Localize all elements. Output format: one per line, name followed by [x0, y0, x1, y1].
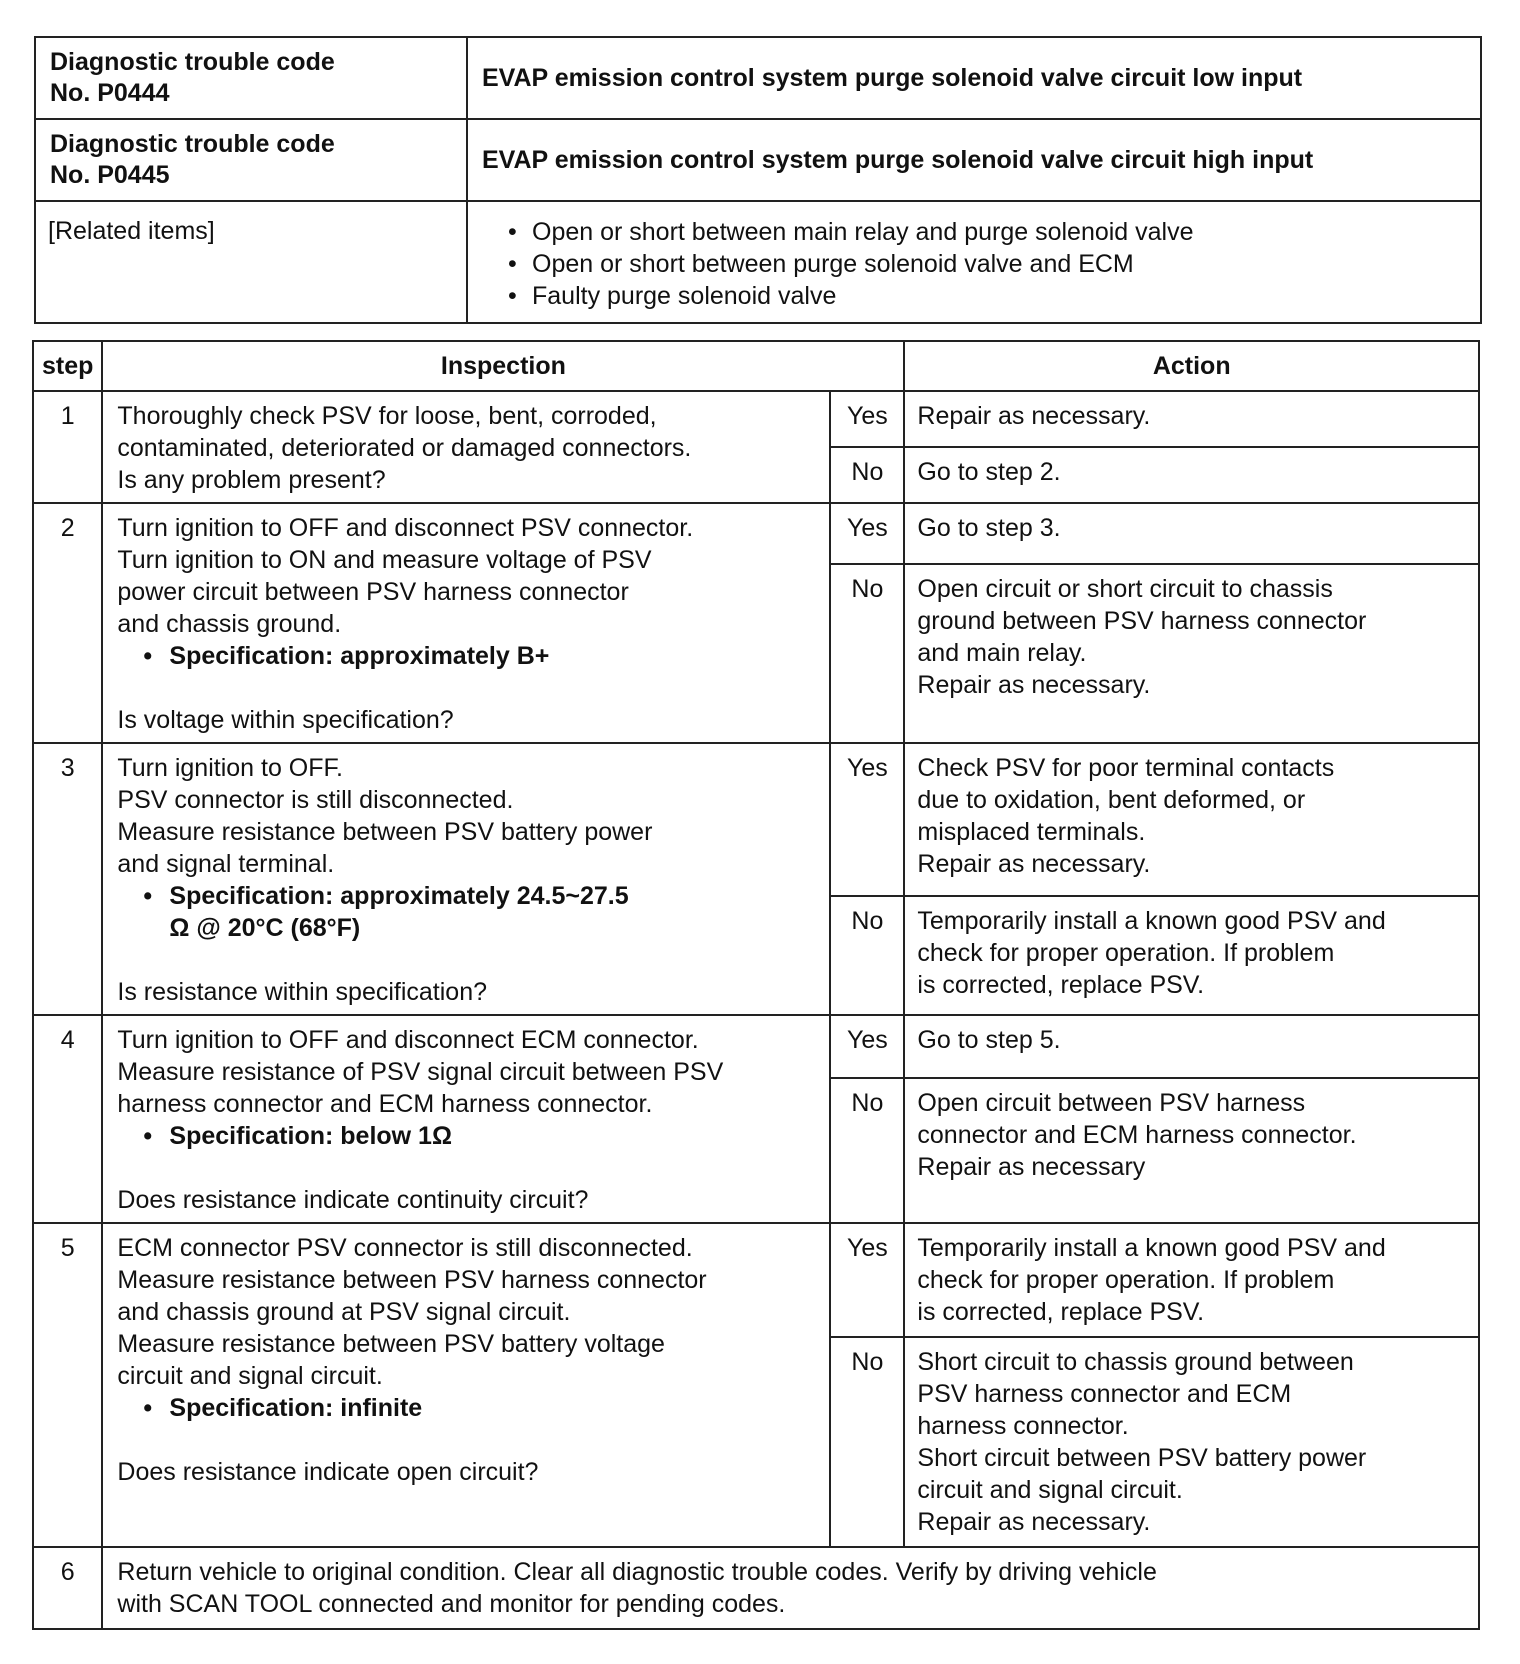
action-line: ground between PSV harness connector [917, 607, 1367, 636]
yes-label: Yes [830, 743, 904, 896]
inspection-line: and chassis ground. [117, 610, 342, 638]
inspection-line: Turn ignition to OFF. [117, 754, 343, 782]
step-row [33, 391, 1479, 447]
action-line: Go to step 3. [917, 514, 1061, 542]
specification [117, 1392, 817, 1424]
inspection-question: Does resistance indicate continuity circuit? [117, 1186, 589, 1214]
dtc-label [35, 37, 467, 119]
dtc-label-line: Diagnostic trouble code [50, 130, 335, 158]
dtc-info-table [34, 36, 1482, 324]
bullet-icon: • [143, 882, 153, 910]
action-line: Open circuit or short circuit to chassis [917, 575, 1333, 604]
related-item [508, 216, 1466, 248]
action-line: Repair as necessary. [917, 671, 1151, 700]
inspection-line: Measure resistance between PSV harness connector [117, 1266, 707, 1294]
step-number: 5 [33, 1223, 102, 1547]
dtc-label-line: Diagnostic trouble code [50, 48, 335, 76]
yes-label: Yes [830, 1223, 904, 1337]
action-line: harness connector. [917, 1412, 1129, 1440]
related-item [508, 280, 1466, 312]
step-header: step [33, 341, 102, 391]
specification [117, 640, 817, 672]
inspection-cell [102, 1223, 830, 1547]
inspection-header: Inspection [102, 341, 904, 391]
inspection-line: and chassis ground at PSV signal circuit. [117, 1298, 571, 1326]
bullet-icon: • [508, 282, 517, 310]
action-line: Temporarily install a known good PSV and [917, 1234, 1386, 1262]
no-action [904, 564, 1479, 743]
no-action [904, 1337, 1479, 1547]
action-line: due to oxidation, bent deformed, or [917, 786, 1306, 814]
procedure-table [32, 340, 1480, 1630]
specification-text: Specification: below 1Ω [169, 1122, 452, 1150]
no-label: No [830, 896, 904, 1015]
inspection-line: power circuit between PSV harness connector [117, 578, 629, 606]
step-row [33, 503, 1479, 564]
bullet-icon: • [508, 250, 517, 278]
related-items-list [467, 201, 1481, 323]
action-line: and main relay. [917, 639, 1087, 668]
action-line: circuit and signal circuit. [917, 1476, 1183, 1504]
yes-action [904, 503, 1479, 564]
step-number: 3 [33, 743, 102, 1015]
step-row [33, 1015, 1479, 1078]
dtc-code: No. P0445 [50, 161, 170, 189]
inspection-question: Is voltage within specification? [117, 706, 454, 734]
action-line: connector and ECM harness connector. [917, 1121, 1357, 1150]
inspection-cell [102, 1015, 830, 1223]
final-step-line: with SCAN TOOL connected and monitor for pending codes. [117, 1590, 786, 1618]
specification-text: Specification: approximately B+ [169, 642, 550, 670]
related-item [508, 248, 1466, 280]
action-line: Go to step 2. [917, 458, 1061, 486]
specification-continued: Ω @ 20°C (68°F) [169, 914, 361, 942]
specification [117, 880, 817, 912]
inspection-cell [102, 743, 830, 1015]
related-items-label: [Related items] [35, 201, 467, 323]
action-line: Short circuit between PSV battery power [917, 1444, 1367, 1472]
inspection-cell [102, 503, 830, 743]
inspection-line: Is any problem present? [117, 466, 386, 494]
action-header: Action [904, 341, 1479, 391]
inspection-line: PSV connector is still disconnected. [117, 786, 514, 814]
no-label: No [830, 564, 904, 743]
bullet-icon: • [508, 218, 517, 246]
action-line: is corrected, replace PSV. [917, 970, 1205, 999]
inspection-line: ECM connector PSV connector is still disconnected. [117, 1234, 693, 1262]
action-line: Repair as necessary. [917, 1508, 1151, 1536]
related-item-text: Faulty purge solenoid valve [532, 282, 837, 310]
dtc-code: No. P0444 [50, 79, 170, 107]
yes-action [904, 1223, 1479, 1337]
step-row [33, 1223, 1479, 1337]
yes-label: Yes [830, 1015, 904, 1078]
related-items-row [35, 201, 1481, 323]
inspection-line: Measure resistance between PSV battery voltage [117, 1330, 665, 1358]
final-step-line: Return vehicle to original condition. Clear all diagnostic trouble codes. Verify by driving vehicle [117, 1558, 1157, 1586]
bullet-icon: • [143, 1394, 153, 1422]
no-action [904, 1078, 1479, 1223]
no-label: No [830, 1078, 904, 1223]
related-item-text: Open or short between purge solenoid valve and ECM [532, 250, 1134, 278]
final-step-text [102, 1547, 1479, 1629]
inspection-question: Is resistance within specification? [117, 978, 488, 1006]
yes-action [904, 743, 1479, 896]
dtc-description: EVAP emission control system purge solenoid valve circuit high input [467, 119, 1481, 201]
dtc-label [35, 119, 467, 201]
no-label: No [830, 1337, 904, 1547]
yes-label: Yes [830, 391, 904, 447]
inspection-line: Turn ignition to OFF and disconnect PSV connector. [117, 514, 694, 542]
action-line: Repair as necessary. [917, 850, 1151, 878]
inspection-cell [102, 391, 830, 503]
step-number: 4 [33, 1015, 102, 1223]
inspection-line: Measure resistance between PSV battery power [117, 818, 653, 846]
action-line: Open circuit between PSV harness [917, 1089, 1306, 1118]
inspection-line: Turn ignition to OFF and disconnect ECM connector. [117, 1026, 699, 1054]
action-line: Repair as necessary. [917, 402, 1151, 430]
step-number: 6 [33, 1547, 102, 1629]
yes-action [904, 391, 1479, 447]
header-row [33, 341, 1479, 391]
action-line: check for proper operation. If problem [917, 938, 1335, 967]
specification-text: Specification: infinite [169, 1394, 423, 1422]
related-item-text: Open or short between main relay and purge solenoid valve [532, 218, 1194, 246]
action-line: check for proper operation. If problem [917, 1266, 1335, 1294]
no-action [904, 896, 1479, 1015]
yes-label: Yes [830, 503, 904, 564]
specification [117, 1120, 817, 1152]
final-step-row [33, 1547, 1479, 1629]
specification-text: Specification: approximately 24.5~27.5 [169, 882, 629, 910]
step-row [33, 743, 1479, 896]
action-line: Temporarily install a known good PSV and [917, 906, 1386, 935]
action-line: Check PSV for poor terminal contacts [917, 754, 1335, 782]
action-line: Repair as necessary [917, 1153, 1146, 1182]
inspection-line: contaminated, deteriorated or damaged connectors. [117, 434, 692, 462]
no-label: No [830, 447, 904, 503]
action-line: Short circuit to chassis ground between [917, 1348, 1354, 1376]
action-line: is corrected, replace PSV. [917, 1298, 1205, 1326]
inspection-line: Thoroughly check PSV for loose, bent, corroded, [117, 402, 657, 430]
no-action [904, 447, 1479, 503]
dtc-description: EVAP emission control system purge solenoid valve circuit low input [467, 37, 1481, 119]
bullet-icon: • [143, 642, 153, 670]
inspection-line: and signal terminal. [117, 850, 335, 878]
action-line: misplaced terminals. [917, 818, 1146, 846]
inspection-line: Measure resistance of PSV signal circuit between PSV [117, 1058, 724, 1086]
step-number: 2 [33, 503, 102, 743]
inspection-line: Turn ignition to ON and measure voltage of PSV [117, 546, 652, 574]
yes-action [904, 1015, 1479, 1078]
action-line: Go to step 5. [917, 1026, 1061, 1054]
bullet-icon: • [143, 1122, 153, 1150]
dtc-row [35, 37, 1481, 119]
dtc-row [35, 119, 1481, 201]
inspection-line: harness connector and ECM harness connector. [117, 1090, 653, 1118]
action-line: PSV harness connector and ECM [917, 1380, 1292, 1408]
step-number: 1 [33, 391, 102, 503]
inspection-line: circuit and signal circuit. [117, 1362, 383, 1390]
inspection-question: Does resistance indicate open circuit? [117, 1458, 539, 1486]
